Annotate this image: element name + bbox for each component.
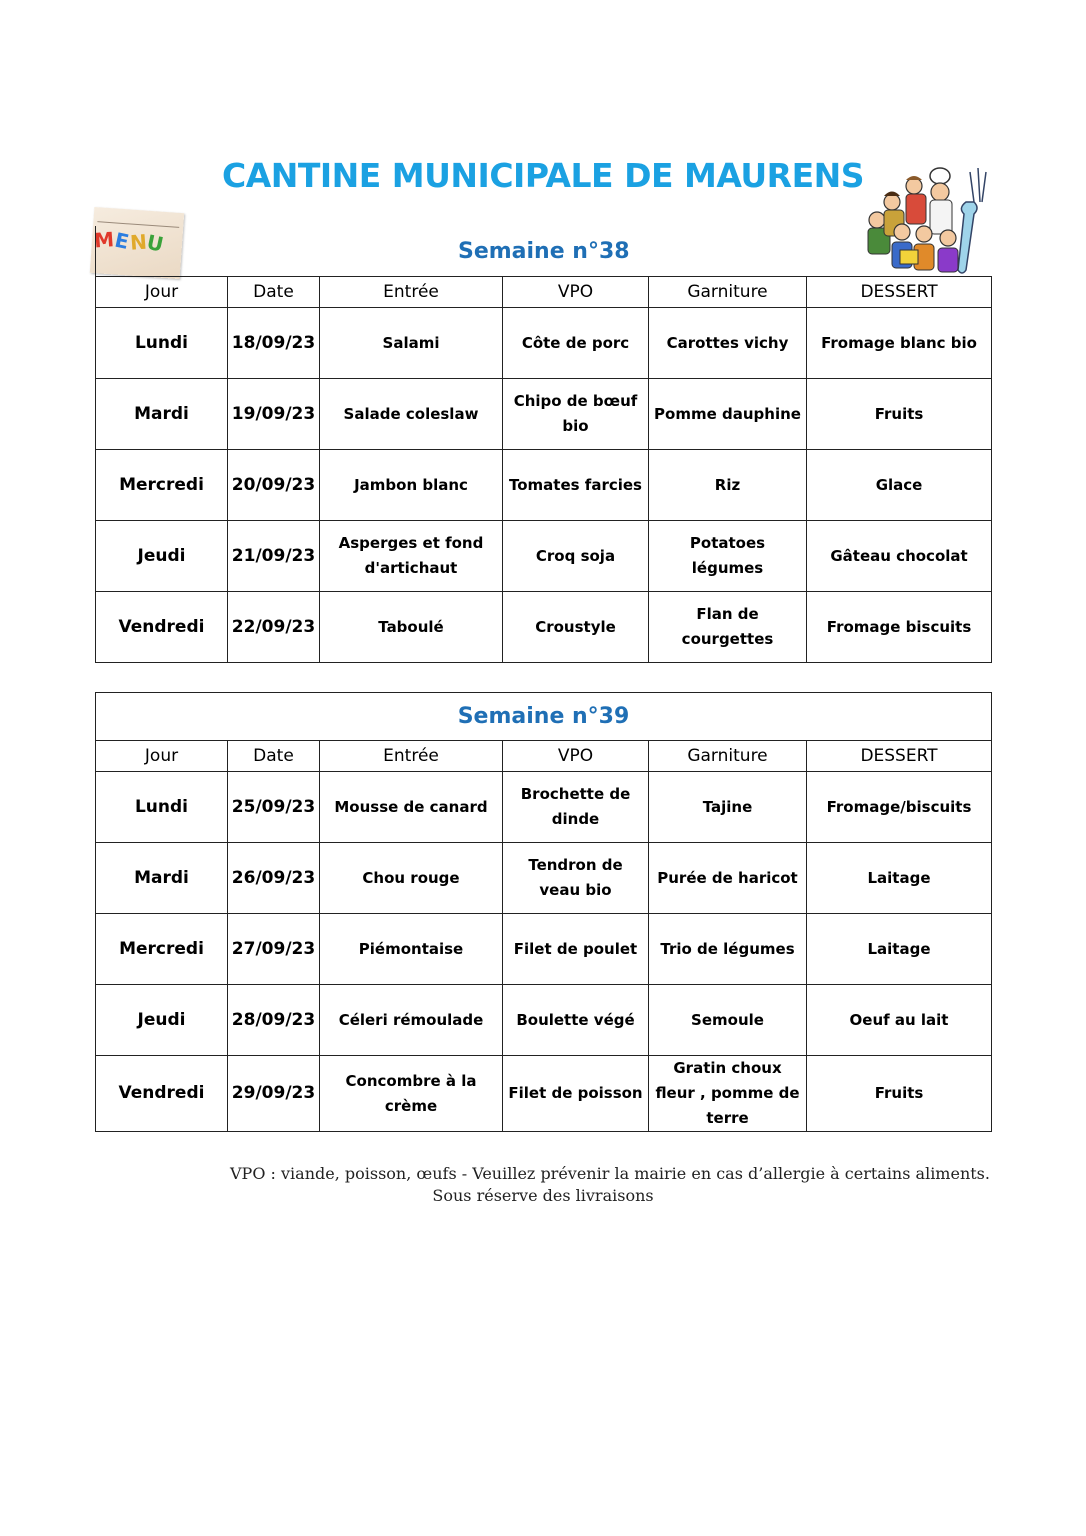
- dessert-cell: Oeuf au lait: [807, 985, 992, 1056]
- garniture-cell: Trio de légumes: [649, 914, 807, 985]
- column-header-garniture: Garniture: [649, 741, 807, 772]
- date-cell: 27/09/23: [228, 914, 320, 985]
- table-header-row: [96, 741, 992, 772]
- column-header-dessert: DESSERT: [807, 277, 992, 308]
- garniture-cell: Tajine: [649, 772, 807, 843]
- day-cell: Mercredi: [96, 450, 228, 521]
- garniture-cell: Pomme dauphine: [649, 379, 807, 450]
- column-header-entree: Entrée: [320, 277, 503, 308]
- garniture-cell: Purée de haricot: [649, 843, 807, 914]
- garniture-cell: Semoule: [649, 985, 807, 1056]
- dessert-cell: Fruits: [807, 1056, 992, 1132]
- day-cell: Lundi: [96, 308, 228, 379]
- date-cell: 29/09/23: [228, 1056, 320, 1132]
- date-cell: 21/09/23: [228, 521, 320, 592]
- week-39-table: [95, 692, 992, 1132]
- dessert-cell: Fromage/biscuits: [807, 772, 992, 843]
- garniture-cell: Riz: [649, 450, 807, 521]
- table-header-row: [96, 277, 992, 308]
- day-cell: Lundi: [96, 772, 228, 843]
- dessert-cell: Laitage: [807, 914, 992, 985]
- day-cell: Mardi: [96, 843, 228, 914]
- garniture-cell: Flan de courgettes: [649, 592, 807, 663]
- column-header-entree: Entrée: [320, 741, 503, 772]
- table-row: [96, 1056, 992, 1132]
- sticker-letter: E: [112, 227, 133, 255]
- entree-cell: Piémontaise: [320, 914, 503, 985]
- entree-cell: Concombre à la crème: [320, 1056, 503, 1132]
- garniture-cell: Gratin choux fleur , pomme de terre: [649, 1056, 807, 1132]
- day-cell: Jeudi: [96, 521, 228, 592]
- date-cell: 18/09/23: [228, 308, 320, 379]
- table-row: [96, 772, 992, 843]
- date-cell: 26/09/23: [228, 843, 320, 914]
- table-row: [96, 308, 992, 379]
- column-header-vpo: VPO: [503, 277, 649, 308]
- column-header-garniture: Garniture: [649, 277, 807, 308]
- page-title: CANTINE MUNICIPALE DE MAURENS: [221, 156, 865, 195]
- column-header-vpo: VPO: [503, 741, 649, 772]
- date-cell: 25/09/23: [228, 772, 320, 843]
- table-row: [96, 914, 992, 985]
- vpo-cell: Chipo de bœuf bio: [503, 379, 649, 450]
- day-cell: Mercredi: [96, 914, 228, 985]
- table-row: [96, 592, 992, 663]
- column-header-date: Date: [228, 277, 320, 308]
- dessert-cell: Glace: [807, 450, 992, 521]
- vpo-allergy-note: VPO : viande, poisson, œufs - Veuillez prévenir la mairie en cas d’allergie à certains aliments.: [230, 1164, 990, 1183]
- garniture-cell: Carottes vichy: [649, 308, 807, 379]
- dessert-cell: Fruits: [807, 379, 992, 450]
- week-caption: Semaine n°38: [96, 226, 992, 277]
- entree-cell: Chou rouge: [320, 843, 503, 914]
- date-cell: 22/09/23: [228, 592, 320, 663]
- entree-cell: Mousse de canard: [320, 772, 503, 843]
- table-row: [96, 450, 992, 521]
- entree-cell: Salade coleslaw: [320, 379, 503, 450]
- column-header-dessert: DESSERT: [807, 741, 992, 772]
- dessert-cell: Fromage blanc bio: [807, 308, 992, 379]
- column-header-date: Date: [228, 741, 320, 772]
- column-header-jour: Jour: [96, 741, 228, 772]
- date-cell: 19/09/23: [228, 379, 320, 450]
- entree-cell: Asperges et fond d'artichaut: [320, 521, 503, 592]
- table-row: [96, 521, 992, 592]
- sticker-letter: M: [93, 227, 116, 253]
- date-cell: 20/09/23: [228, 450, 320, 521]
- day-cell: Vendredi: [96, 1056, 228, 1132]
- vpo-cell: Boulette végé: [503, 985, 649, 1056]
- entree-cell: Jambon blanc: [320, 450, 503, 521]
- sticker-letter: N: [128, 229, 149, 255]
- vpo-cell: Côte de porc: [503, 308, 649, 379]
- entree-cell: Salami: [320, 308, 503, 379]
- vpo-cell: Filet de poisson: [503, 1056, 649, 1132]
- garniture-cell: Potatoes légumes: [649, 521, 807, 592]
- vpo-cell: Tendron de veau bio: [503, 843, 649, 914]
- table-row: [96, 985, 992, 1056]
- sticker-letter: U: [145, 229, 167, 257]
- table-row: [96, 379, 992, 450]
- dessert-cell: Gâteau chocolat: [807, 521, 992, 592]
- day-cell: Mardi: [96, 379, 228, 450]
- day-cell: Vendredi: [96, 592, 228, 663]
- delivery-note: Sous réserve des livraisons: [432, 1186, 654, 1205]
- dessert-cell: Laitage: [807, 843, 992, 914]
- dessert-cell: Fromage biscuits: [807, 592, 992, 663]
- entree-cell: Céleri rémoulade: [320, 985, 503, 1056]
- column-header-jour: Jour: [96, 277, 228, 308]
- week-38-table: [95, 226, 992, 663]
- vpo-cell: Filet de poulet: [503, 914, 649, 985]
- day-cell: Jeudi: [96, 985, 228, 1056]
- vpo-cell: Tomates farcies: [503, 450, 649, 521]
- table-row: [96, 843, 992, 914]
- vpo-cell: Croq soja: [503, 521, 649, 592]
- vpo-cell: Brochette de dinde: [503, 772, 649, 843]
- vpo-cell: Croustyle: [503, 592, 649, 663]
- week-caption: Semaine n°39: [96, 693, 992, 741]
- entree-cell: Taboulé: [320, 592, 503, 663]
- date-cell: 28/09/23: [228, 985, 320, 1056]
